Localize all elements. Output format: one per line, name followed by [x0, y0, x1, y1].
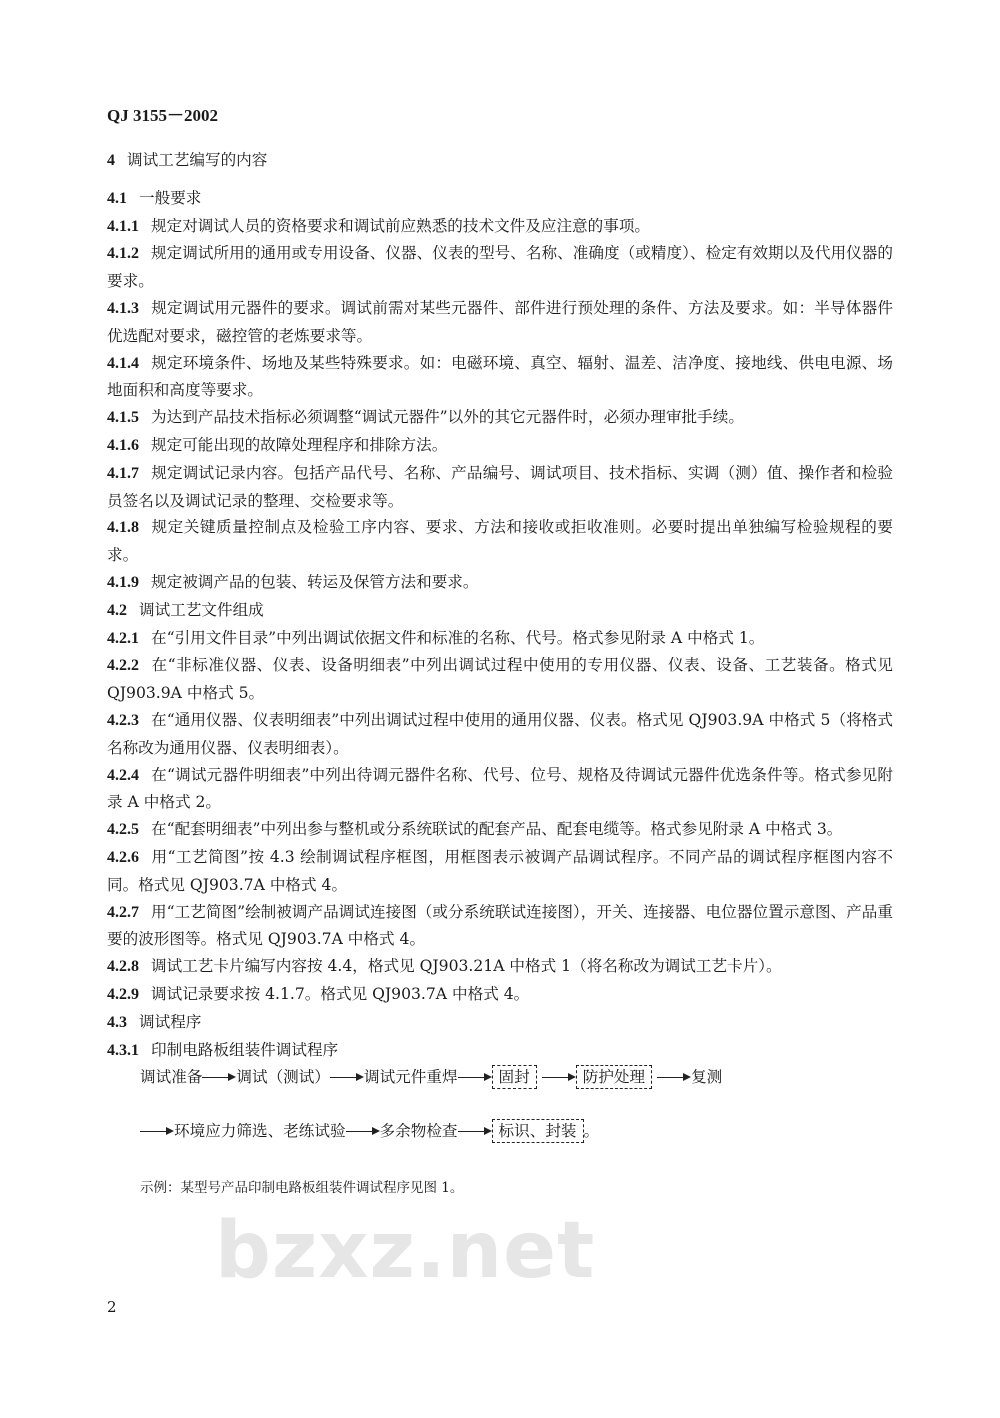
clause-heading: 4.3.1 印制电路板组装件调试程序 [107, 1040, 339, 1059]
flow-step: 多余物检查 [379, 1122, 458, 1141]
clause-number: 4.2.6 [107, 848, 139, 866]
flow-row-1 [140, 1064, 893, 1091]
clause-text: 规定被调产品的包装、转运及保管方法和要求。 [151, 572, 479, 591]
arrow-icon [458, 1126, 492, 1136]
clause [107, 514, 893, 569]
subsection-heading: 4.1 一般要求 [107, 188, 202, 207]
clause [107, 295, 893, 350]
subsection-heading: 4.3 调试程序 [107, 1012, 202, 1031]
clause-text: 在“通用仪器、仪表明细表”中列出调试过程中使用的通用仪器、仪表。格式见 QJ903.9A 中格式 5（将格式名称改为通用仪器、仪表明细表）。 [107, 710, 893, 757]
flow-step: 复测 [691, 1068, 723, 1087]
flow-step-optional: 固封 [492, 1065, 537, 1089]
clause [107, 953, 893, 981]
clause-number: 4.2.1 [107, 629, 139, 647]
clause-text: 规定对调试人员的资格要求和调试前应熟悉的技术文件及应注意的事项。 [151, 216, 651, 235]
clause [107, 899, 893, 954]
clause-number: 4.2.2 [107, 657, 139, 675]
clause-number: 4.2.9 [107, 985, 139, 1003]
clause [107, 816, 893, 844]
example-note: 示例：某型号产品印制电路板组装件调试程序见图 1。 [140, 1180, 464, 1197]
document-body [107, 147, 893, 1202]
clause-list-4-2 [107, 625, 893, 1009]
clause-number: 4.1.5 [107, 409, 139, 427]
clause-number: 4.1.9 [107, 573, 139, 591]
subsection-heading: 4.2 调试工艺文件组成 [107, 600, 264, 619]
clause [107, 981, 893, 1009]
clause-text: 用“工艺简图”按 4.3 绘制调试程序框图，用框图表示被调产品调试程序。不同产品的调试程序框图内容不同。格式见 QJ903.7A 中格式 4。 [107, 847, 893, 894]
clause-text: 为达到产品技术指标必须调整“调试元器件”以外的其它元器件时，必须办理审批手续。 [151, 408, 744, 427]
flow-step: 环境应力筛选、老练试验 [174, 1122, 346, 1141]
clause-number: 4.1.2 [107, 245, 139, 263]
watermark: bzxz.net [215, 1206, 596, 1296]
clause-number: 4.1.1 [107, 217, 139, 235]
clause-text: 用“工艺简图”绘制被调产品调试连接图（或分系统联试连接图），开关、连接器、电位器位置示意图、产品重要的波形图等。格式见 QJ903.7A 中格式 4。 [107, 902, 893, 949]
clause [107, 844, 893, 899]
clause-number: 4.2.7 [107, 903, 139, 921]
clause [107, 625, 893, 653]
flow-row-2: 环境应力筛选、老练试验 多余物检查 标识、封装 。 [140, 1118, 893, 1145]
flow-step-optional: 标识、封装 [492, 1119, 584, 1143]
clause [107, 213, 893, 241]
flow-step: 调试（测试） [236, 1068, 330, 1087]
clause-number: 4.1.3 [107, 299, 139, 317]
clause-text: 规定关键质量控制点及检验工序内容、要求、方法和接收或拒收准则。必要时提出单独编写检验规程的要求。 [107, 518, 893, 565]
standard-header: QJ 3155－2002 [107, 106, 218, 125]
clause [107, 652, 893, 707]
flow-step-optional: 防护处理 [576, 1065, 652, 1089]
arrow-icon [657, 1072, 691, 1082]
clause [107, 707, 893, 762]
clause-number: 4.2.8 [107, 958, 139, 976]
clause [107, 432, 893, 460]
clause-list-4-1 [107, 213, 893, 597]
arrow-icon [140, 1126, 174, 1136]
clause [107, 350, 893, 405]
flow-step: 调试元件重焊 [363, 1068, 458, 1087]
clause [107, 240, 893, 295]
clause [107, 404, 893, 432]
page-number: 2 [107, 1298, 117, 1316]
clause-number: 4.2.3 [107, 711, 139, 729]
clause-text: 在“引用文件目录”中列出调试依据文件和标准的名称、代号。格式参见附录 A 中格式 1。 [151, 628, 765, 647]
clause-number: 4.1.6 [107, 436, 139, 454]
clause-text: 规定可能出现的故障处理程序和排除方法。 [151, 435, 448, 454]
arrow-icon [202, 1072, 236, 1082]
clause [107, 762, 893, 817]
clause-text: 规定环境条件、场地及某些特殊要求。如：电磁环境、真空、辐射、温差、洁净度、接地线、供电电源、场地面积和高度等要求。 [107, 353, 893, 400]
clause [107, 460, 893, 515]
clause-text: 调试记录要求按 4.1.7。格式见 QJ903.7A 中格式 4。 [151, 984, 530, 1003]
clause-text: 在“配套明细表”中列出参与整机或分系统联试的配套产品、配套电缆等。格式参见附录 A 中格式 3。 [151, 820, 843, 839]
clause-number: 4.1.4 [107, 354, 139, 372]
clause-number: 4.1.7 [107, 464, 139, 482]
clause-text: 规定调试用元器件的要求。调试前需对某些元器件、部件进行预处理的条件、方法及要求。如：半导体器件优选配对要求，磁控管的老炼要求等。 [107, 298, 893, 345]
clause-text: 在“非标准仪器、仪表、设备明细表”中列出调试过程中使用的专用仪器、仪表、设备、工艺装备。格式见 QJ903.9A 中格式 5。 [107, 656, 893, 703]
flow-step: 调试准备 [140, 1068, 203, 1087]
clause [107, 569, 893, 597]
clause-text: 调试工艺卡片编写内容按 4.4，格式见 QJ903.21A 中格式 1（将名称改为调试工艺卡片）。 [151, 957, 782, 976]
arrow-icon [542, 1072, 576, 1082]
clause-text: 规定调试记录内容。包括产品代号、名称、产品编号、调试项目、技术指标、实调（测）值、操作者和检验员签名以及调试记录的整理、交检要求等。 [107, 463, 893, 510]
arrow-icon [458, 1072, 492, 1082]
clause-number: 4.1.8 [107, 519, 139, 537]
clause-text: 规定调试所用的通用或专用设备、仪器、仪表的型号、名称、准确度（或精度）、检定有效期以及代用仪器的要求。 [107, 244, 893, 291]
arrow-icon [346, 1126, 380, 1136]
clause-number: 4.2.5 [107, 821, 139, 839]
clause-number: 4.2.4 [107, 766, 139, 784]
arrow-icon [330, 1072, 364, 1082]
section-heading: 4 调试工艺编写的内容 [107, 151, 268, 169]
clause-text: 在“调试元器件明细表”中列出待调元器件名称、代号、位号、规格及待调试元器件优选条件等。格式参见附录 A 中格式 2。 [107, 765, 893, 812]
